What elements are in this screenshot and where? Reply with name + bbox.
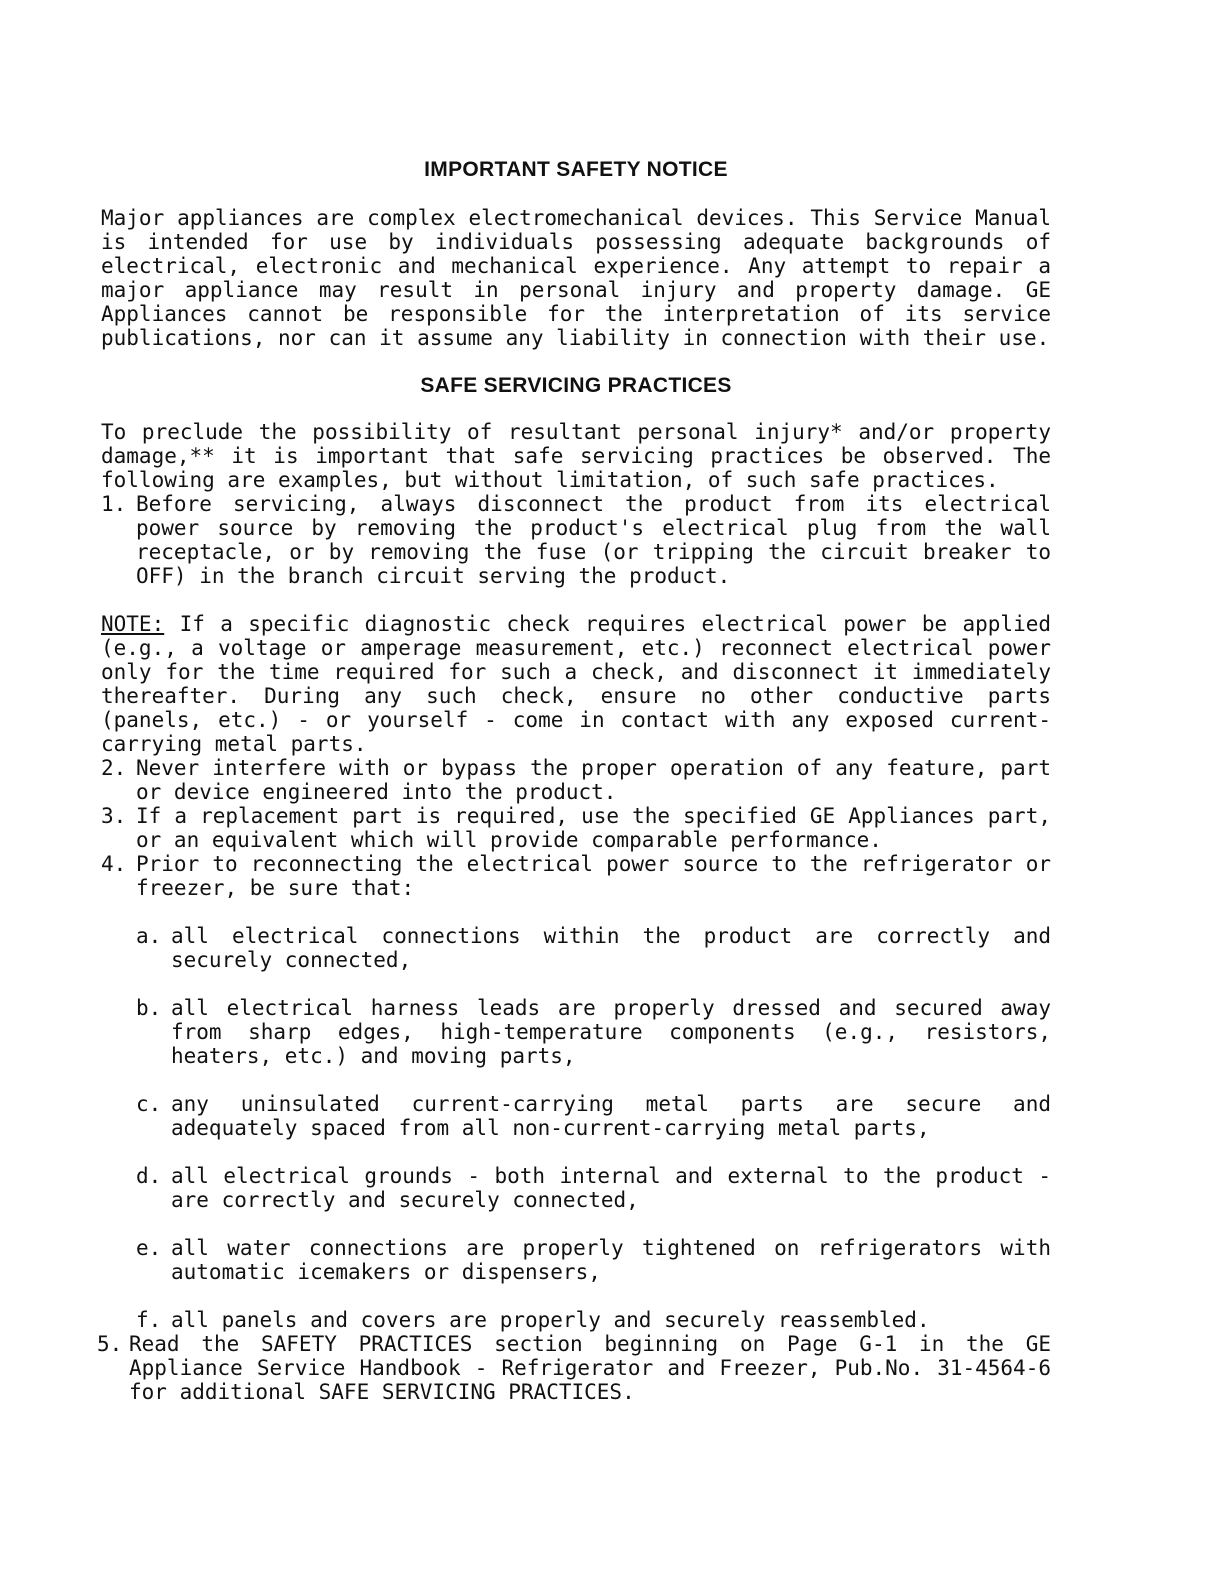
notice-paragraph: Major appliances are complex electromechanical devices. This Service Manual is intended for use by individuals possessing adequate backgrounds of electrical, electronic and mechanical experience. Any attempt to repair a major appliance may result in personal injury and property damage. GE Appliances cannot be responsible for the interpretation of its service publications, nor can it assume any liability in connection with their use.: [101, 206, 1051, 350]
item-text: If a replacement part is required, use the specified GE Appliances part, or an equivalent which will provide comparable performance.: [136, 804, 1051, 852]
intro-paragraph: To preclude the possibility of resultant personal injury* and/or property damage,** it is important that safe servicing practices be observed. The following are examples, but without limitation, of such safe practices.: [101, 420, 1051, 492]
item-number: 3.: [101, 804, 127, 828]
sub-item-letter: f.: [136, 1308, 162, 1332]
list-item-4: [101, 852, 1051, 900]
item-number: 4.: [101, 852, 127, 876]
sub-item-text: all electrical grounds - both internal and external to the product - are correctly and securely connected,: [171, 1164, 1051, 1212]
sub-item-text: all electrical harness leads are properly dressed and secured away from sharp edges, high-temperature components (e.g., resistors, heaters, etc.) and moving parts,: [171, 996, 1051, 1068]
notice-heading: IMPORTANT SAFETY NOTICE: [424, 158, 728, 181]
item-number: 1.: [101, 492, 127, 516]
list-item-5: [97, 1332, 1051, 1404]
list-item-3: [101, 804, 1051, 852]
item-text: Prior to reconnecting the electrical power source to the refrigerator or freezer, be sure that:: [136, 852, 1051, 900]
note-label: NOTE:: [101, 612, 165, 636]
sub-item-letter: a.: [136, 924, 162, 948]
item-number: 5.: [97, 1332, 123, 1356]
sub-item-text: all electrical connections within the product are correctly and securely connected,: [171, 924, 1051, 972]
item-text: Never interfere with or bypass the proper operation of any feature, part or device engineered into the product.: [136, 756, 1051, 804]
document-page: [97, 158, 1051, 1404]
sub-item-text: any uninsulated current-carrying metal parts are secure and adequately spaced from all non-current-carrying metal parts,: [171, 1092, 1051, 1140]
sub-item-f: [136, 1308, 1051, 1332]
sub-item-letter: e.: [136, 1236, 162, 1260]
sub-item-text: all panels and covers are properly and securely reassembled.: [171, 1308, 930, 1332]
sub-item-b: [136, 996, 1051, 1068]
item-text: Read the SAFETY PRACTICES section beginning on Page G-1 in the GE Appliance Service Handbook - Refrigerator and Freezer, Pub.No. 31-4564-6 for additional SAFE SERVICING PRACTICES.: [129, 1332, 1051, 1404]
sub-item-d: [136, 1164, 1051, 1212]
list-item-2: [101, 756, 1051, 804]
sub-item-letter: b.: [136, 996, 162, 1020]
list-item-1: [101, 492, 1051, 588]
note-paragraph: [101, 612, 1051, 756]
practices-heading: SAFE SERVICING PRACTICES: [420, 374, 732, 397]
item-number: 2.: [101, 756, 127, 780]
item-text: Before servicing, always disconnect the product from its electrical power source by removing the product's electrical plug from the wall receptacle, or by removing the fuse (or tripping the circuit breaker to OFF) in the branch circuit serving the product.: [136, 492, 1051, 588]
note-text: If a specific diagnostic check requires electrical power be applied (e.g., a voltage or amperage measurement, etc.) reconnect electrical power only for the time required for such a check, and disconnect it immediately thereafter. During any such check, ensure no other conductive parts (panels, etc.) - or yourself - come in contact with any exposed current-carrying metal parts.: [101, 612, 1051, 756]
sub-item-text: all water connections are properly tightened on refrigerators with automatic icemakers or dispensers,: [171, 1236, 1051, 1284]
sub-item-letter: d.: [136, 1164, 162, 1188]
sub-item-c: [136, 1092, 1051, 1140]
sub-item-a: [136, 924, 1051, 972]
sub-item-e: [136, 1236, 1051, 1284]
sub-item-letter: c.: [136, 1092, 162, 1116]
